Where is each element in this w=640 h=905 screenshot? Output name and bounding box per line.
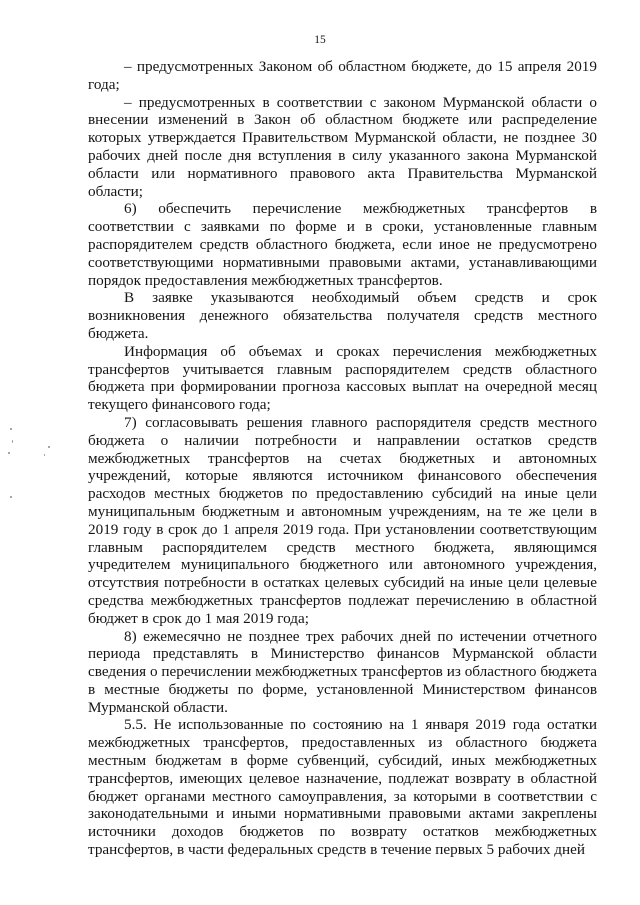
scan-speck xyxy=(8,452,10,454)
paragraph-application-contents: В заявке указываются необходимый объем средств и срок возникновения денежного обязательства получателя средств местного бюджета. xyxy=(88,289,597,342)
paragraph-item-8-reporting: 8) ежемесячно не позднее трех рабочих дней по истечении отчетного периода представлять в Министерство финансов Мурманской области сведения о перечислении межбюджетных трансфертов из областного бюджета в местные бюджеты по форме, установленной Министерством финансов Мурманской области. xyxy=(88,627,597,716)
scan-speck xyxy=(44,454,45,456)
paragraph-deadline-april: – предусмотренных Законом об областном бюджете, до 15 апреля 2019 года; xyxy=(88,58,597,93)
paragraph-deadline-law-changes: – предусмотренных в соответствии с законом Мурманской области о внесении изменений в Закон об областном бюджете или распределение которых утверждается Правительством Мурманской области, не позднее 30 рабочих дней после дня вступления в силу указанного закона Мурманской области или нормативного правового акта Правительства Мурманской области; xyxy=(88,93,597,200)
scan-speck xyxy=(48,446,50,448)
page-number: 15 xyxy=(314,34,326,46)
paragraph-cash-forecast: Информация об объемах и сроках перечисления межбюджетных трансфертов учитывается главным распорядителем средств областного бюджета при формировании прогноза кассовых выплат на очередной месяц текущего финансового года; xyxy=(88,342,597,414)
scan-speck xyxy=(10,496,12,498)
paragraph-item-6-transfers: 6) обеспечить перечисление межбюджетных трансфертов в соответствии с заявками по форме и в сроки, установленные главным распорядителем средств областного бюджета, если иное не предусмотрено соответствующими нормативными правовыми актами, устанавливающими порядок предоставления межбюджетных трансфертов. xyxy=(88,200,597,289)
scan-speck xyxy=(10,428,12,430)
scan-speck xyxy=(12,440,13,443)
paragraph-5-5-unused-balances: 5.5. Не использованные по состоянию на 1 января 2019 года остатки межбюджетных трансфертов, предоставленных из областного бюджета местным бюджетам в форме субвенций, субсидий, иных межбюджетных трансфертов, имеющих целевое назначение, подлежат возврату в областной бюджет органами местного самоуправления, за которыми в соответствии с законодательными и иными нормативными правовыми актами закреплены источники доходов бюджетов по возврату остатков межбюджетных трансфертов, в части федеральных средств в течение первых 5 рабочих дней xyxy=(88,716,597,859)
document-body xyxy=(88,58,597,859)
paragraph-item-7-balances: 7) согласовывать решения главного распорядителя средств местного бюджета о наличии потребности и направлении остатков средств межбюджетных трансфертов на счетах бюджетных и автономных учреждений, которые являются источником финансового обеспечения расходов местных бюджетов по предоставлению субсидий на иные цели муниципальным бюджетным и автономным учреждениям, на те же цели в 2019 году в срок до 1 апреля 2019 года. При установлении соответствующим главным распорядителем средств местного бюджета, являющимся учредителем муниципального бюджетного или автономного учреждения, отсутствия потребности в остатках целевых субсидий на иные цели целевые средства межбюджетных трансфертов подлежат перечислению в областной бюджет в срок до 1 мая 2019 года; xyxy=(88,413,597,627)
